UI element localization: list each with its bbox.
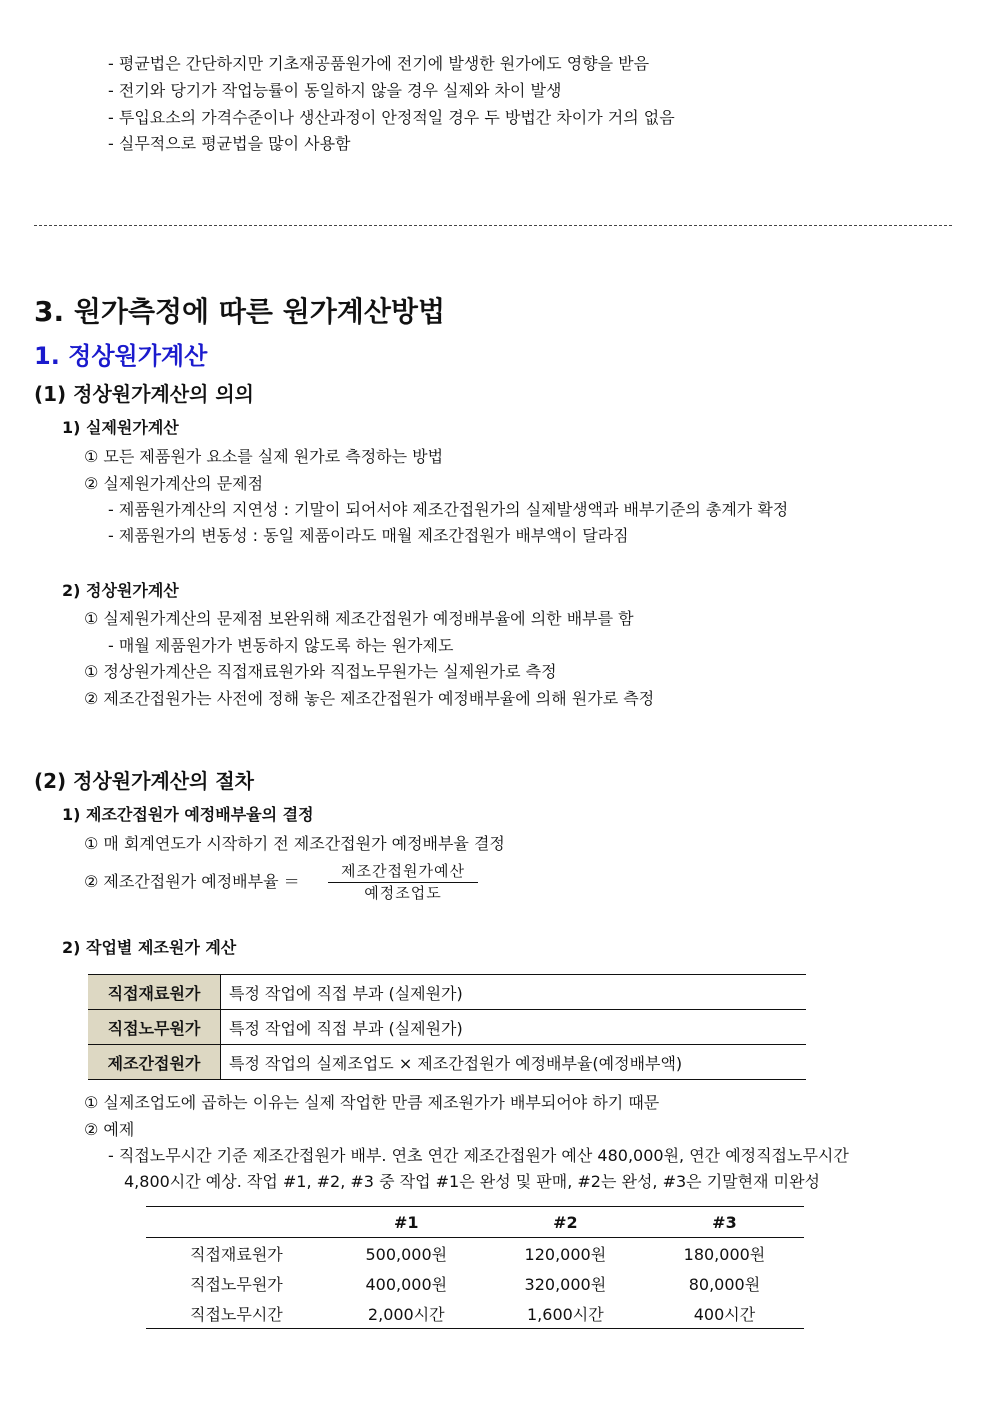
bullet-line: - 평균법은 간단하지만 기초재공품원가에 전기에 발생한 원가에도 영향을 받음 (108, 54, 650, 73)
cell: 500,000원 (365, 1244, 448, 1264)
header-cell (146, 1207, 327, 1238)
table-row (88, 975, 806, 1010)
job-costing-heading: 2) 작업별 제조원가 계산 (62, 938, 237, 957)
table-header-row (146, 1207, 804, 1238)
cost-label: 제조간접원가 (88, 1045, 221, 1080)
rate-heading: 1) 제조간접원가 예정배부율의 결정 (62, 805, 314, 824)
header-cell: #3 (645, 1207, 804, 1238)
text-line: ① 실제조업도에 곱하는 이유는 실제 작업한 만큼 제조원가가 배부되어야 하기 때문 (84, 1093, 660, 1112)
cell: 80,000원 (688, 1274, 761, 1294)
formula-fraction (328, 861, 478, 903)
header-cell: #1 (327, 1207, 486, 1238)
cost-label: 직접재료원가 (88, 975, 221, 1010)
part2-title: (2) 정상원가계산의 절차 (34, 769, 255, 793)
table-row (88, 1045, 806, 1080)
cost-component-table (88, 974, 806, 1080)
cell: 320,000원 (524, 1274, 607, 1294)
bullet-line: - 투입요소의 가격수준이나 생산과정이 안정적일 경우 두 방법간 차이가 거의 없음 (108, 108, 675, 127)
text-line: ② 실제원가계산의 문제점 (84, 474, 264, 493)
section-title: 3. 원가측정에 따른 원가계산방법 (34, 295, 445, 328)
text-line: ① 모든 제품원가 요소를 실제 원가로 측정하는 방법 (84, 447, 444, 466)
subsection-title: 1. 정상원가계산 (34, 342, 208, 370)
normal-costing-heading: 2) 정상원가계산 (62, 581, 179, 600)
text-line: ① 정상원가계산은 직접재료원가와 직접노무원가는 실제원가로 측정 (84, 662, 557, 681)
cost-desc: 특정 작업의 실제조업도 × 제조간접원가 예정배부율(예정배부액) (221, 1045, 807, 1080)
formula-label: ② 제조간접원가 예정배부율 ＝ (84, 872, 300, 891)
formula-denominator: 예정조업도 (364, 884, 442, 902)
text-line: - 제품원가계산의 지연성 : 기말이 되어서야 제조간접원가의 실제발생액과 배부기준의 총계가 확정 (108, 500, 789, 519)
text-line: 4,800시간 예상. 작업 #1, #2, #3 중 작업 #1은 완성 및 판매, #2는 완성, #3은 기말현재 미완성 (124, 1172, 820, 1191)
formula-numerator: 제조간접원가예산 (328, 861, 478, 883)
text-line: ① 매 회계연도가 시작하기 전 제조간접원가 예정배부율 결정 (84, 834, 505, 853)
table-row (146, 1298, 804, 1329)
text-line: ① 실제원가계산의 문제점 보완위해 제조간접원가 예정배부율에 의한 배부를 함 (84, 609, 634, 628)
cell: 180,000원 (683, 1244, 766, 1264)
cost-desc: 특정 작업에 직접 부과 (실제원가) (221, 975, 807, 1010)
bullet-line: - 전기와 당기가 작업능률이 동일하지 않을 경우 실제와 차이 발생 (108, 81, 562, 100)
table-row (88, 1010, 806, 1045)
text-line: - 제품원가의 변동성 : 동일 제품이라도 매월 제조간접원가 배부액이 달라짐 (108, 526, 629, 545)
text-line: ② 제조간접원가는 사전에 정해 놓은 제조간접원가 예정배부율에 의해 원가로 측정 (84, 689, 655, 708)
cell: 400,000원 (365, 1274, 448, 1294)
text-line: - 매월 제품원가가 변동하지 않도록 하는 원가제도 (108, 636, 454, 655)
row-label: 직접노무원가 (190, 1274, 283, 1294)
section-divider (34, 225, 952, 226)
table-row (146, 1268, 804, 1298)
bullet-line: - 실무적으로 평균법을 많이 사용함 (108, 134, 351, 153)
cell: 2,000시간 (327, 1298, 486, 1329)
cost-label: 직접노무원가 (88, 1010, 221, 1045)
row-label: 직접노무시간 (146, 1298, 327, 1329)
text-line: - 직접노무시간 기준 제조간접원가 배부. 연초 연간 제조간접원가 예산 480,000원, 연간 예정직접노무시간 (108, 1146, 849, 1165)
example-table (146, 1206, 804, 1329)
text-line: ② 예제 (84, 1120, 135, 1139)
actual-costing-heading: 1) 실제원가계산 (62, 418, 179, 437)
table-row (146, 1238, 804, 1269)
cell: 120,000원 (524, 1244, 607, 1264)
part1-title: (1) 정상원가계산의 의의 (34, 382, 255, 406)
header-cell: #2 (486, 1207, 645, 1238)
cell: 1,600시간 (486, 1298, 645, 1329)
cell: 400시간 (645, 1298, 804, 1329)
cost-desc: 특정 작업에 직접 부과 (실제원가) (221, 1010, 807, 1045)
row-label: 직접재료원가 (190, 1244, 283, 1264)
